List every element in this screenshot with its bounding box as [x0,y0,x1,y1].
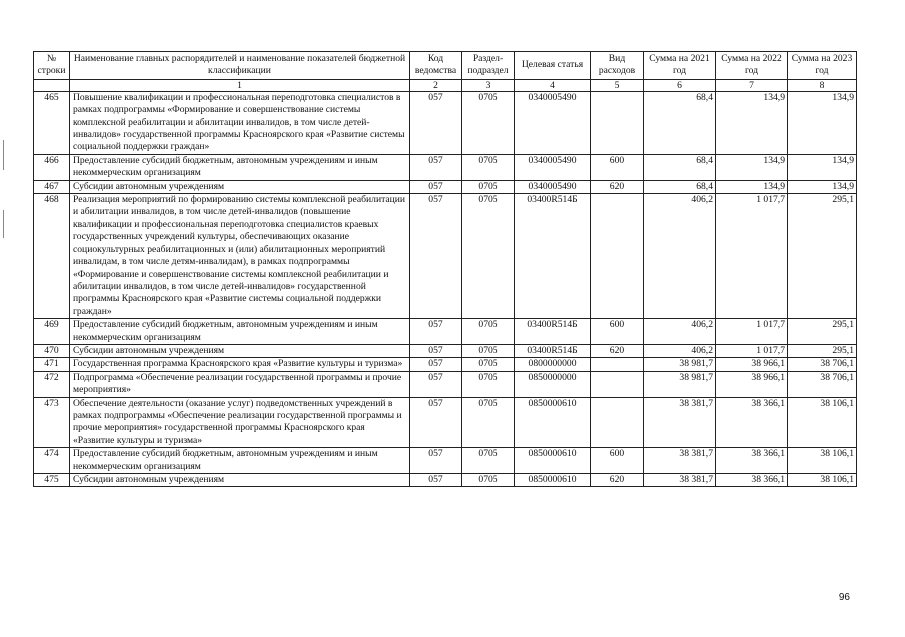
cell-target-item: 03400R514Б [515,344,591,357]
cell-department-code: 057 [410,180,462,193]
cell-section: 0705 [462,319,515,345]
cell-sum-2022: 134,9 [716,154,788,180]
cell-name: Предоставление субсидий бюджетным, автономным учреждениям и иным некоммерческим организациям [70,319,410,345]
table-row [34,397,857,448]
cell-row-number: 474 [34,448,70,474]
cell-section: 0705 [462,344,515,357]
cell-sum-2022: 134,9 [716,91,788,154]
cell-target-item: 0850000610 [515,397,591,448]
cell-row-number: 470 [34,344,70,357]
cell-row-number: 473 [34,397,70,448]
cell-name: Предоставление субсидий бюджетным, автономным учреждениям и иным некоммерческим организациям [70,448,410,474]
cell-sum-2021: 68,4 [644,154,716,180]
cell-sum-2023: 295,1 [788,319,857,345]
cell-sum-2022: 1 017,7 [716,194,788,319]
cell-section: 0705 [462,397,515,448]
cell-sum-2023: 295,1 [788,194,857,319]
cell-section: 0705 [462,448,515,474]
column-index: 6 [644,79,716,91]
cell-department-code: 057 [410,344,462,357]
cell-department-code: 057 [410,358,462,371]
header-sum-2022: Сумма на 2022 год [716,52,788,80]
cell-sum-2023: 38 706,1 [788,358,857,371]
cell-sum-2021: 38 981,7 [644,371,716,397]
cell-department-code: 057 [410,448,462,474]
table-body [34,91,857,487]
table-row [34,180,857,193]
table-row [34,358,857,371]
header-section: Раздел-подраздел [462,52,515,80]
cell-name: Субсидии автономным учреждениям [70,474,410,487]
cell-sum-2021: 68,4 [644,91,716,154]
scan-margin-mark [3,210,4,238]
column-index: 5 [591,79,644,91]
cell-sum-2021: 38 381,7 [644,474,716,487]
cell-expense-type [591,91,644,154]
cell-row-number: 466 [34,154,70,180]
cell-target-item: 03400R514Б [515,194,591,319]
column-index: 1 [70,79,410,91]
table-row [34,154,857,180]
cell-row-number: 472 [34,371,70,397]
cell-sum-2021: 38 981,7 [644,358,716,371]
cell-sum-2021: 38 381,7 [644,397,716,448]
cell-department-code: 057 [410,91,462,154]
cell-row-number: 471 [34,358,70,371]
cell-section: 0705 [462,180,515,193]
cell-expense-type: 600 [591,154,644,180]
cell-target-item: 03400R514Б [515,319,591,345]
cell-expense-type [591,371,644,397]
cell-sum-2023: 295,1 [788,344,857,357]
cell-expense-type [591,397,644,448]
cell-sum-2022: 1 017,7 [716,344,788,357]
table-row [34,194,857,319]
table-row [34,319,857,345]
cell-sum-2021: 406,2 [644,194,716,319]
cell-name: Повышение квалификации и профессиональная переподготовка специалистов в рамках подпрограммы «Формирование и совершенствование системы комплексной реабилитации и абилитации инвалидов, в том числе детей-инвалидов» государственной программы Красноярского края «Развитие системы социальной поддержки граждан» [70,91,410,154]
table-row [34,91,857,154]
cell-sum-2023: 134,9 [788,154,857,180]
column-index: 3 [462,79,515,91]
cell-section: 0705 [462,474,515,487]
cell-sum-2021: 68,4 [644,180,716,193]
header-sum-2021: Сумма на 2021 год [644,52,716,80]
cell-expense-type: 600 [591,448,644,474]
cell-sum-2022: 38 366,1 [716,397,788,448]
cell-department-code: 057 [410,319,462,345]
cell-row-number: 469 [34,319,70,345]
table-row [34,371,857,397]
cell-target-item: 0850000610 [515,474,591,487]
budget-table-container [33,51,856,487]
cell-target-item: 0850000610 [515,448,591,474]
cell-row-number: 468 [34,194,70,319]
cell-target-item: 0340005490 [515,91,591,154]
header-row-number: № строки [34,52,70,80]
table-header-row [34,52,857,80]
cell-target-item: 0340005490 [515,180,591,193]
cell-sum-2022: 38 366,1 [716,474,788,487]
cell-target-item: 0850000000 [515,371,591,397]
cell-sum-2023: 134,9 [788,91,857,154]
column-index: 4 [515,79,591,91]
cell-target-item: 0340005490 [515,154,591,180]
cell-name: Реализация мероприятий по формированию системы комплексной реабилитации и абилитации инвалидов, в том числе детей-инвалидов (повышение квалификации и профессиональная переподготовка специалистов краевых государственных учреждений культуры, обеспечивающих оказание социокультурных реабилитационных и (или) абилитационных мероприятий инвалидам, в том числе детям-инвалидам), в рамках подпрограммы «Формирование и совершенствование системы комплексной реабилитации и абилитации инвалидов, в том числе детей-инвалидов» государственной программы Красноярского края «Развитие системы социальной поддержки граждан» [70,194,410,319]
table-row [34,448,857,474]
cell-section: 0705 [462,371,515,397]
cell-row-number: 465 [34,91,70,154]
scan-margin-mark [3,140,4,170]
cell-section: 0705 [462,358,515,371]
cell-sum-2021: 38 381,7 [644,448,716,474]
cell-sum-2022: 38 966,1 [716,371,788,397]
page-number: 96 [838,592,850,603]
cell-name: Предоставление субсидий бюджетным, автономным учреждениям и иным некоммерческим организациям [70,154,410,180]
cell-sum-2023: 38 706,1 [788,371,857,397]
cell-sum-2021: 406,2 [644,319,716,345]
header-department-code: Код ведомства [410,52,462,80]
cell-sum-2022: 38 966,1 [716,358,788,371]
cell-expense-type: 620 [591,344,644,357]
cell-expense-type [591,358,644,371]
cell-expense-type [591,194,644,319]
column-index: 7 [716,79,788,91]
cell-expense-type: 600 [591,319,644,345]
cell-name: Государственная программа Красноярского края «Развитие культуры и туризма» [70,358,410,371]
header-name: Наименование главных распорядителей и наименование показателей бюджетной классификации [70,52,410,80]
cell-target-item: 0800000000 [515,358,591,371]
cell-sum-2022: 1 017,7 [716,319,788,345]
cell-section: 0705 [462,91,515,154]
cell-expense-type: 620 [591,180,644,193]
table-row [34,344,857,357]
cell-department-code: 057 [410,397,462,448]
header-expense-type: Вид расходов [591,52,644,80]
cell-row-number: 467 [34,180,70,193]
cell-row-number: 475 [34,474,70,487]
cell-sum-2023: 38 106,1 [788,474,857,487]
cell-section: 0705 [462,154,515,180]
budget-table [33,51,857,487]
cell-sum-2021: 406,2 [644,344,716,357]
cell-sum-2023: 134,9 [788,180,857,193]
cell-name: Обеспечение деятельности (оказание услуг) подведомственных учреждений в рамках подпрограммы «Обеспечение реализации государственной программы и прочие мероприятия» государственной программы Красноярского края «Развитие культуры и туризма» [70,397,410,448]
column-index [34,79,70,91]
column-index: 8 [788,79,857,91]
cell-sum-2022: 134,9 [716,180,788,193]
header-target-item: Целевая статья [515,52,591,80]
cell-department-code: 057 [410,194,462,319]
cell-sum-2023: 38 106,1 [788,397,857,448]
cell-department-code: 057 [410,154,462,180]
table-row [34,474,857,487]
cell-department-code: 057 [410,371,462,397]
column-index-row [34,79,857,91]
cell-name: Подпрограмма «Обеспечение реализации государственной программы и прочие мероприятия» [70,371,410,397]
cell-expense-type: 620 [591,474,644,487]
cell-sum-2022: 38 366,1 [716,448,788,474]
cell-department-code: 057 [410,474,462,487]
cell-section: 0705 [462,194,515,319]
column-index: 2 [410,79,462,91]
cell-name: Субсидии автономным учреждениям [70,180,410,193]
cell-name: Субсидии автономным учреждениям [70,344,410,357]
header-sum-2023: Сумма на 2023 год [788,52,857,80]
cell-sum-2023: 38 106,1 [788,448,857,474]
